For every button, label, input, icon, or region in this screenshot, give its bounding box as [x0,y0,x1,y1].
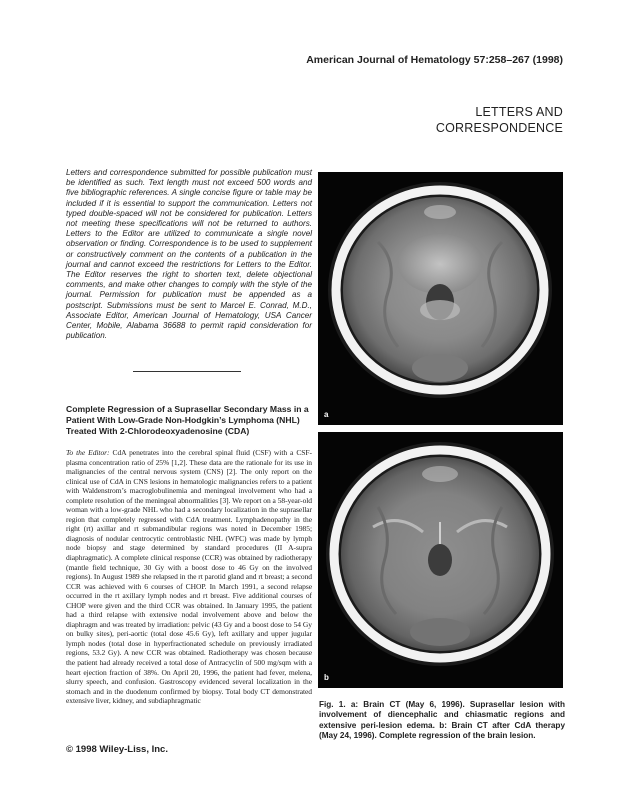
brain-ct-scan-a [318,172,563,425]
brain-ct-image-b [318,432,563,688]
article-title: Complete Regression of a Suprasellar Secondary Mass in a Patient With Low-Grade Non-Hodgkin’s Lymphoma (NHL) Treated With 2-Chlorodeoxyadenosine (CDA) [66,404,309,436]
submission-notice: Letters and correspondence submitted for possible publication must be identified as such. Text length must not exceed 500 words and five bibliographic references. A single concise figure or table may be included if it is essential to support the communication. Letters not typed double-spaced will not be considered for publication. Letters not meeting these specifications will not be returned to authors. Letters to the Editor are utilized to communicate a single novel observation or finding. Correspondence is to be used to supplement or constructively comment on the contents of a publication in the journal and cannot exceed the restrictions for Letters to the Editor. The Editor reserves the right to shorten text, delete objectional comments, and make other changes to comply with the style of the journal. Permission for publication must be appended as a postscript. Submissions must be sent to Marcel E. Conrad, M.D., Associate Editor, American Journal of Hematology, USA Cancer Center, Mobile, Alabama 36688 to permit rapid consideration for publication. [66,168,312,341]
panel-label-b: b [324,673,329,682]
article-body [66,448,312,706]
brain-ct-scan-b [318,432,563,688]
journal-header: American Journal of Hematology 57:258–267 (1998) [306,54,563,66]
panel-label-a: a [324,410,329,419]
copyright-notice: © 1998 Wiley-Liss, Inc. [66,744,168,755]
brain-ct-image-a [318,172,563,425]
salutation: To the Editor: [66,448,110,457]
article-body-text: CdA penetrates into the cerebral spinal fluid (CSF) with a CSF-plasma concentration ratio of 25% [1,2]. These data are the rationale for its use in malignancies of the central nervous system (CNS) [2]. The only report on the clinical use of CdA in CNS lesions in hematologic malignancies refers to a patient with Waldenstrom’s macroglobulinemia and meningeal involvement who had a complete resolution of the meningeal abnormalities [3]. We report on a 58-year-old woman with a low-grade NHL who had a secondary localization in the suprasellar region that completely regressed with CdA treatment. Lymphadenopathy in the right (rt) axillar and rt submandibular regions was noted in December 1985; diagnosis of nodular centrocytic centroblastic NHL (WFC) was made by lymph node biopsy and stage determined by standard procedures (II A-supra diaphragmatic). A complete clinical response (CCR) was obtained by radiotherapy (mantle field technique, 30 Gy with a boost dose to 46 Gy on the involved regions). In August 1989 she relapsed in the rt parotid gland and rt breast; a second CCR was achieved with 6 courses of CHOP. In March 1991, a second relapse occurred in the rt axillary lymph nodes and rt breast. Five additional courses of CHOP were given and the third CCR was obtained. In January 1995, the patient had a third relapse with extensive nodal involvement above and below the diaphragm and was treated by irradiation: pelvic (43 Gy and a boost dose to 54 Gy on bulky sites), peri-aortic (total dose 45.6 Gy), left axillary and upper jugular lymph nodes (total dose in hyperfractionated schedule on previously irradiated regions, 53.2 Gy). A new CCR was obtained. Radiotherapy was chosen because the patient had already received a total dose of Antracyclin of 500 mg/sqm with a heart ejection fraction of 38%. On April 20, 1996, the patient had fever, melena, slurry speech, and confusion. Gastroscopy evidenced several localization in the stomach and in the duodenum confirmed by biopsy. Total body CT demonstrated extensive liver, kidney, and subdiaphragmatic [66,448,312,706]
section-title-line-2: CORRESPONDENCE [435,121,563,135]
section-divider [133,371,241,372]
figure-caption: Fig. 1. a: Brain CT (May 6, 1996). Suprasellar lesion with involvement of diencephalic and chiasmatic regions and extensive peri-lesion edema. b: Brain CT after CdA therapy (May 24, 1996). Complete regression of the brain lesion. [319,700,565,741]
section-title [263,104,563,136]
section-title-line-1: LETTERS AND [475,105,563,119]
